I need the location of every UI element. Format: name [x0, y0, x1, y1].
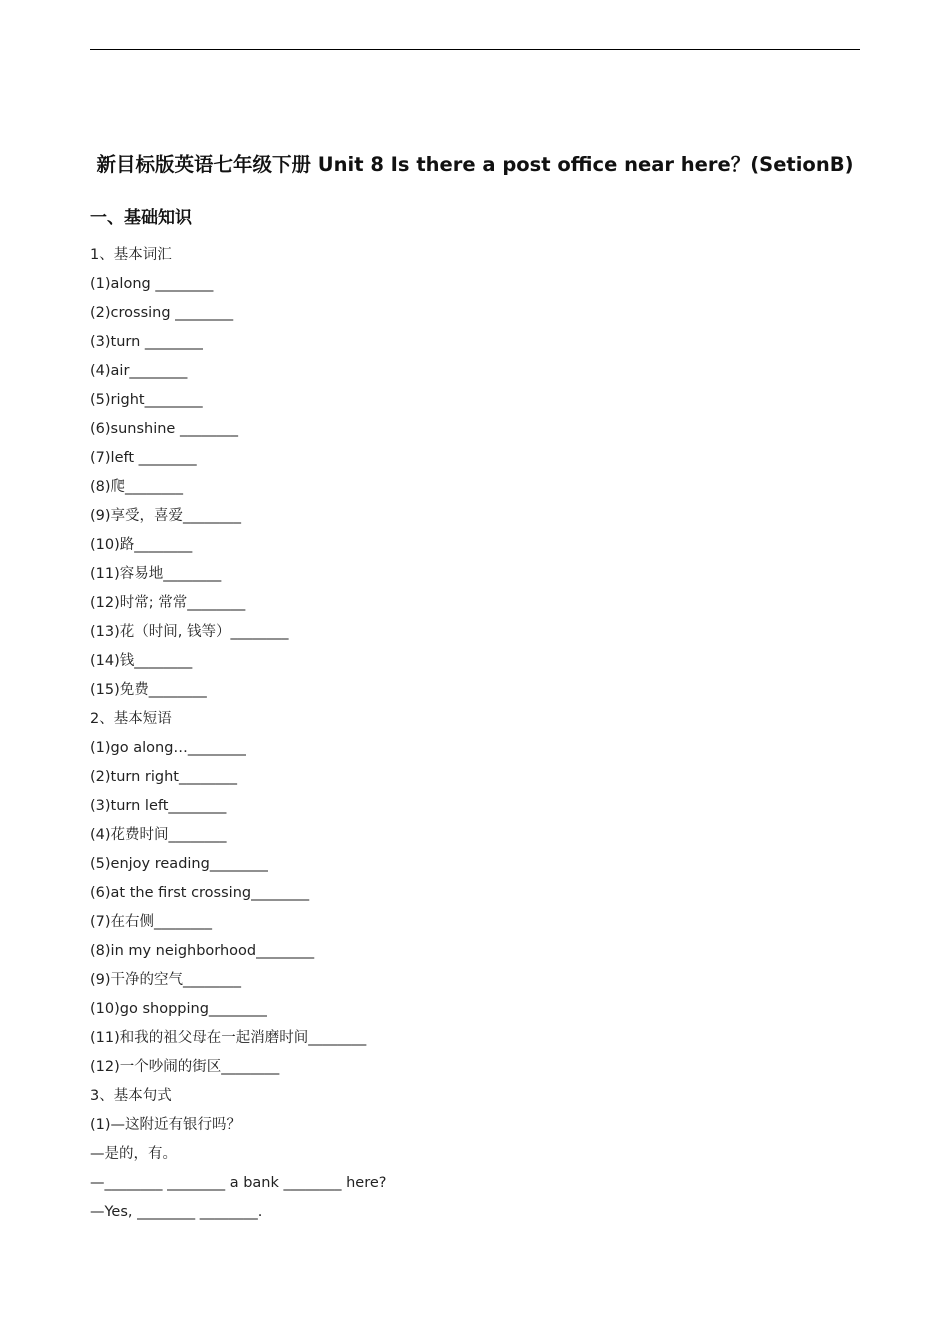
text-line: (10)路________: [90, 537, 193, 553]
text-line: 3、基本句式: [90, 1088, 172, 1104]
section-heading: 一、基础知识: [90, 208, 192, 228]
text-line: (12)一个吵闹的街区________: [90, 1059, 280, 1075]
text-line: (8)in my neighborhood________: [90, 943, 315, 959]
text-line: (13)花（时间, 钱等）________: [90, 624, 289, 640]
text-line: (9)享受，喜爱________: [90, 508, 242, 524]
text-line: —________ ________ a bank ________ here?: [90, 1175, 387, 1191]
text-line: (1)go along…________: [90, 740, 246, 756]
text-line: (5)right________: [90, 392, 203, 408]
text-line: (7)在右侧________: [90, 914, 213, 930]
text-line: (6)at the first crossing________: [90, 885, 310, 901]
text-line: (9)干净的空气________: [90, 972, 242, 988]
text-line: (1)—这附近有银行吗？: [90, 1117, 242, 1133]
text-line: (5)enjoy reading________: [90, 856, 268, 872]
text-line: (2)turn right________: [90, 769, 237, 785]
text-line: (3)turn left________: [90, 798, 227, 814]
text-line: (10)go shopping________: [90, 1001, 267, 1017]
text-line: (12)时常; 常常________: [90, 595, 246, 611]
text-line: 1、基本词汇: [90, 247, 172, 263]
text-line: (6)sunshine ________: [90, 421, 238, 437]
text-line: —Yes, ________ ________.: [90, 1204, 263, 1220]
text-line: (14)钱________: [90, 653, 193, 669]
text-line: (4)花费时间________: [90, 827, 227, 843]
document-body: [90, 241, 860, 1227]
text-line: (15)免费________: [90, 682, 207, 698]
text-line: 2、基本短语: [90, 711, 172, 727]
text-line: (11)和我的祖父母在一起消磨时间________: [90, 1030, 367, 1046]
text-line: (11)容易地________: [90, 566, 222, 582]
text-line: —是的，有。: [90, 1146, 177, 1162]
text-line: (1)along ________: [90, 276, 214, 292]
text-line: (4)air________: [90, 363, 188, 379]
header-rule: [90, 49, 860, 50]
text-line: (3)turn ________: [90, 334, 203, 350]
text-line: (2)crossing ________: [90, 305, 234, 321]
text-line: (8)爬________: [90, 479, 184, 495]
text-line: (7)left ________: [90, 450, 197, 466]
document-title: 新目标版英语七年级下册 Unit 8 Is there a post office near here？(SetionB): [96, 153, 854, 176]
